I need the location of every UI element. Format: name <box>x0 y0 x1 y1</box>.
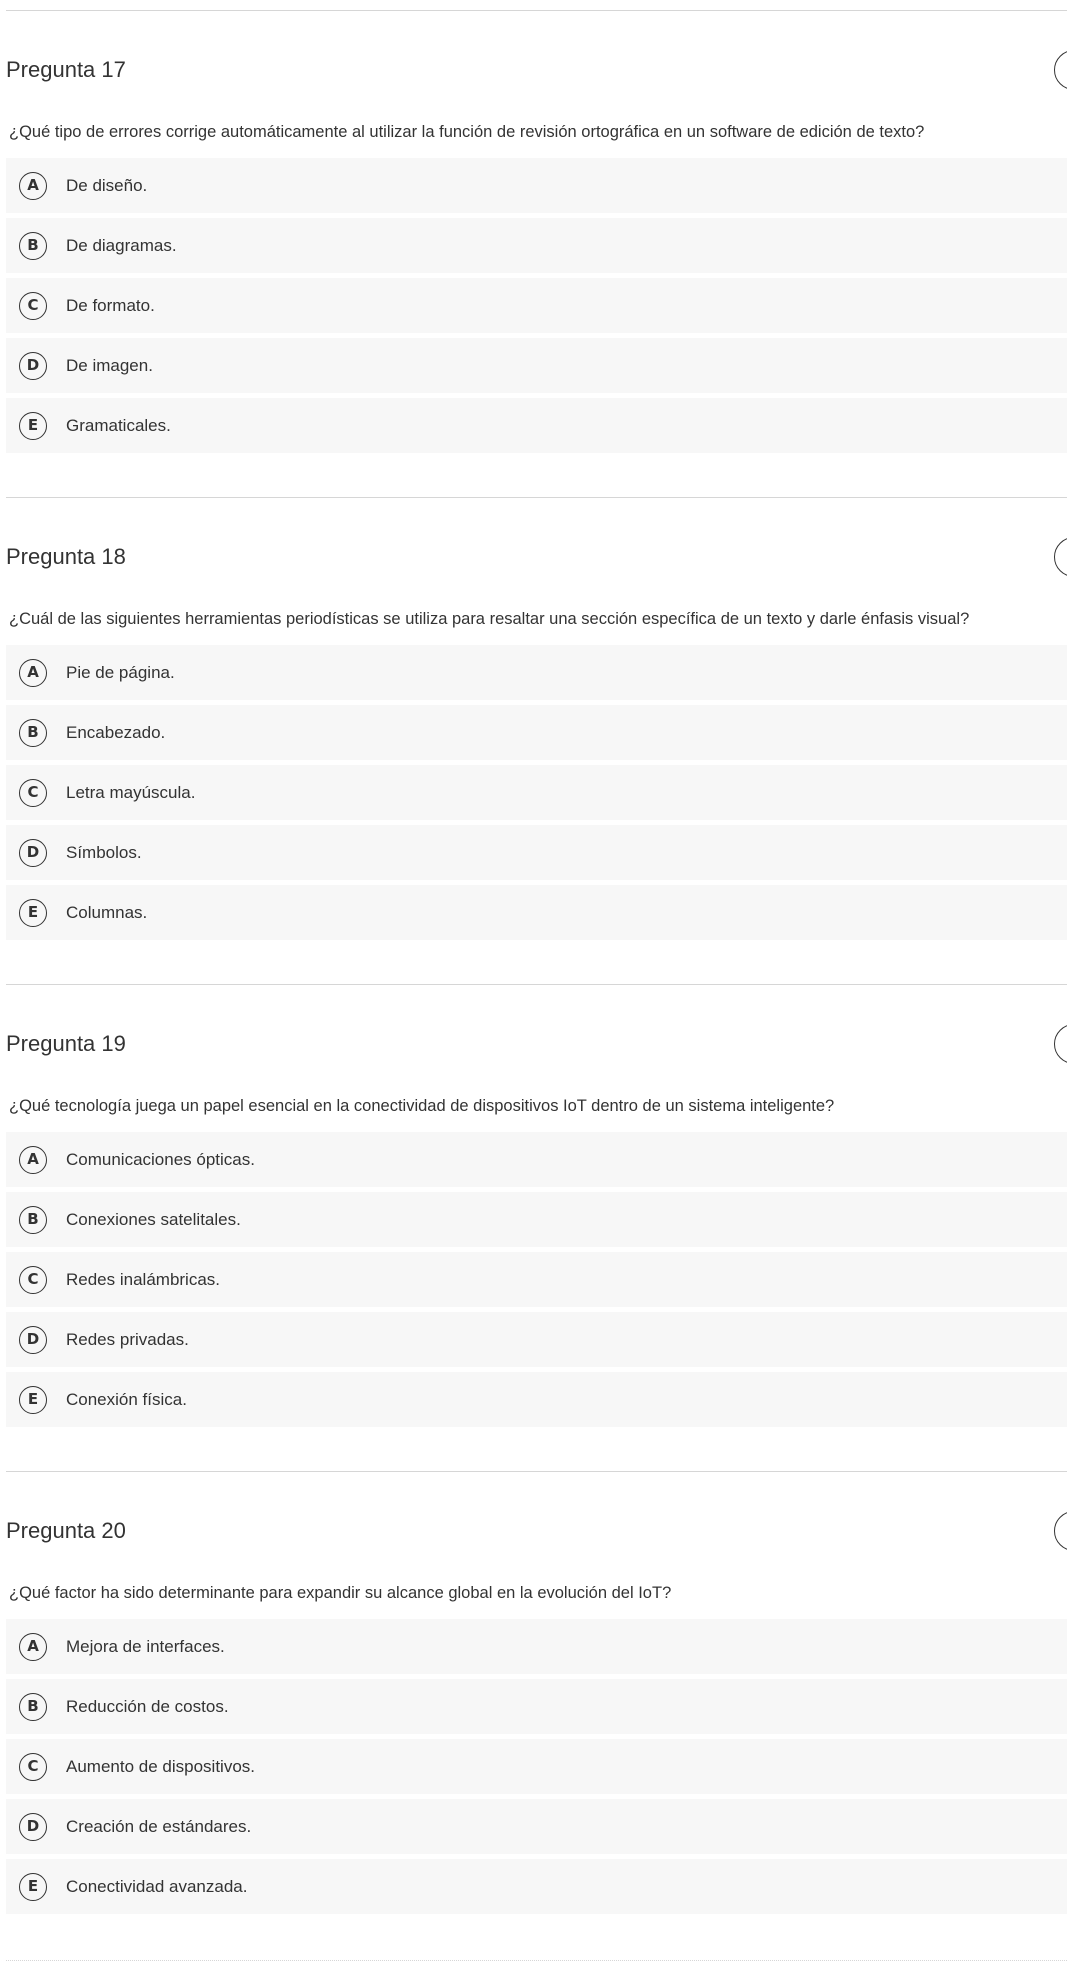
question-status-circle-icon <box>1054 1511 1067 1551</box>
option-text: De diseño. <box>66 176 148 195</box>
question-20 <box>6 1471 1067 1959</box>
option-text: Conexión física. <box>66 1390 187 1409</box>
option-letter: A <box>19 172 47 200</box>
option-text: Gramaticales. <box>66 416 171 435</box>
page-bottom-divider <box>6 1960 1067 1961</box>
option-text: Símbolos. <box>66 843 142 862</box>
option-b[interactable] <box>6 705 1067 760</box>
question-title: Pregunta 20 <box>6 1518 126 1543</box>
option-text: Conectividad avanzada. <box>66 1877 248 1896</box>
option-e[interactable] <box>6 398 1067 453</box>
answer-options <box>6 1132 1067 1432</box>
option-b[interactable] <box>6 218 1067 273</box>
option-text: Redes inalámbricas. <box>66 1270 221 1289</box>
option-text: Conexiones satelitales. <box>66 1210 241 1229</box>
option-d[interactable] <box>6 1799 1067 1854</box>
option-c[interactable] <box>6 765 1067 820</box>
option-text: Redes privadas. <box>66 1330 189 1349</box>
answer-options <box>6 1619 1067 1919</box>
answer-options <box>6 158 1067 458</box>
option-text: De diagramas. <box>66 236 177 255</box>
question-title: Pregunta 18 <box>6 544 126 569</box>
question-text: ¿Qué tipo de errores corrige automáticamente al utilizar la función de revisión ortográfica en un software de edición de texto? <box>9 123 925 141</box>
option-letter: B <box>19 232 47 260</box>
option-letter: E <box>19 899 47 927</box>
option-c[interactable] <box>6 1252 1067 1307</box>
option-letter: D <box>19 839 47 867</box>
option-a[interactable] <box>6 1132 1067 1187</box>
option-letter: B <box>19 719 47 747</box>
option-letter: D <box>19 1326 47 1354</box>
question-status-circle-icon <box>1054 537 1067 577</box>
question-17 <box>6 10 1067 498</box>
question-status-circle-icon <box>1054 1024 1067 1064</box>
option-text: Comunicaciones ópticas. <box>66 1150 255 1169</box>
option-letter: A <box>19 1633 47 1661</box>
option-text: De imagen. <box>66 356 153 375</box>
option-letter: E <box>19 1386 47 1414</box>
option-text: Letra mayúscula. <box>66 783 196 802</box>
option-letter: D <box>19 1813 47 1841</box>
option-a[interactable] <box>6 158 1067 213</box>
option-text: Aumento de dispositivos. <box>66 1757 255 1776</box>
option-e[interactable] <box>6 1859 1067 1914</box>
option-letter: E <box>19 1873 47 1901</box>
option-a[interactable] <box>6 645 1067 700</box>
question-divider <box>6 984 1067 985</box>
option-text: Encabezado. <box>66 723 166 742</box>
option-text: De formato. <box>66 296 155 315</box>
option-letter: A <box>19 1146 47 1174</box>
question-divider <box>6 1471 1067 1472</box>
option-text: Columnas. <box>66 903 148 922</box>
option-text: Pie de página. <box>66 663 175 682</box>
option-b[interactable] <box>6 1679 1067 1734</box>
question-title: Pregunta 17 <box>6 57 126 82</box>
option-letter: A <box>19 659 47 687</box>
question-title: Pregunta 19 <box>6 1031 126 1056</box>
option-letter: D <box>19 352 47 380</box>
answer-options <box>6 645 1067 945</box>
question-text: ¿Qué factor ha sido determinante para expandir su alcance global en la evolución del IoT? <box>9 1584 672 1602</box>
option-b[interactable] <box>6 1192 1067 1247</box>
option-letter: E <box>19 412 47 440</box>
option-letter: C <box>19 1753 47 1781</box>
option-text: Mejora de interfaces. <box>66 1637 225 1656</box>
option-letter: C <box>19 292 47 320</box>
option-letter: B <box>19 1693 47 1721</box>
option-c[interactable] <box>6 1739 1067 1794</box>
option-d[interactable] <box>6 825 1067 880</box>
question-status-circle-icon <box>1054 50 1067 90</box>
option-e[interactable] <box>6 1372 1067 1427</box>
option-text: Creación de estándares. <box>66 1817 252 1836</box>
option-c[interactable] <box>6 278 1067 333</box>
question-text: ¿Qué tecnología juega un papel esencial en la conectividad de dispositivos IoT dentro de un sistema inteligente? <box>9 1097 835 1115</box>
option-d[interactable] <box>6 338 1067 393</box>
question-18 <box>6 497 1067 985</box>
option-letter: C <box>19 1266 47 1294</box>
option-text: Reducción de costos. <box>66 1697 229 1716</box>
question-divider <box>6 10 1067 11</box>
option-a[interactable] <box>6 1619 1067 1674</box>
option-d[interactable] <box>6 1312 1067 1367</box>
question-divider <box>6 497 1067 498</box>
question-19 <box>6 984 1067 1472</box>
option-letter: C <box>19 779 47 807</box>
option-letter: B <box>19 1206 47 1234</box>
option-e[interactable] <box>6 885 1067 940</box>
question-text: ¿Cuál de las siguientes herramientas periodísticas se utiliza para resaltar una sección específica de un texto y darle énfasis visual? <box>9 610 970 628</box>
